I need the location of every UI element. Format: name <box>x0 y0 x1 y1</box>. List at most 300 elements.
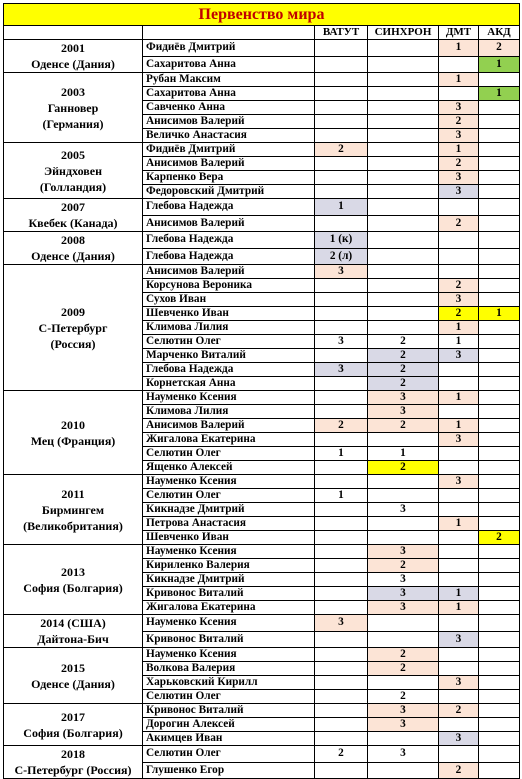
event-line: 2008 <box>61 233 85 247</box>
result-trampoline <box>315 293 368 307</box>
result-trampoline <box>315 503 368 517</box>
result-trampoline <box>315 601 368 615</box>
header-blank-athlete <box>143 26 315 40</box>
result-tumbling <box>479 503 520 517</box>
result-tumbling <box>479 232 520 249</box>
athlete-name: Жигалова Екатерина <box>143 601 315 615</box>
athlete-name: Анисимов Валерий <box>143 115 315 129</box>
result-tumbling <box>479 573 520 587</box>
title-row <box>4 4 520 26</box>
result-trampoline <box>315 405 368 419</box>
result-synchro <box>368 762 439 779</box>
result-synchro <box>368 531 439 545</box>
result-tumbling <box>479 631 520 648</box>
event-line: 2017 <box>61 709 85 724</box>
athlete-name: Селютин Олег <box>143 447 315 461</box>
result-synchro <box>368 517 439 531</box>
result-tumbling <box>479 215 520 232</box>
result-trampoline <box>315 349 368 363</box>
event-cell <box>4 232 143 265</box>
result-synchro: 3 <box>368 587 439 601</box>
event-line: Мец (Франция) <box>30 433 116 448</box>
result-trampoline <box>315 279 368 293</box>
result-synchro: 2 <box>368 662 439 676</box>
event-cell <box>4 648 143 704</box>
result-trampoline <box>315 115 368 129</box>
result-dmt: 1 <box>439 419 479 433</box>
result-tumbling: 1 <box>479 56 520 73</box>
athlete-name: Селютин Олег <box>143 489 315 503</box>
result-trampoline <box>315 718 368 732</box>
event-line: 2007 <box>61 200 85 214</box>
result-synchro <box>368 56 439 73</box>
event-cell <box>4 265 143 391</box>
result-dmt: 3 <box>439 732 479 746</box>
result-trampoline <box>315 573 368 587</box>
result-synchro: 3 <box>368 601 439 615</box>
result-tumbling <box>479 349 520 363</box>
result-synchro <box>368 157 439 171</box>
result-trampoline <box>315 517 368 531</box>
event-cell <box>4 545 143 615</box>
athlete-name: Корнетская Анна <box>143 377 315 391</box>
result-trampoline <box>315 433 368 447</box>
athlete-name: Анисимов Валерий <box>143 419 315 433</box>
athlete-name: Селютин Олег <box>143 690 315 704</box>
result-tumbling <box>479 321 520 335</box>
event-line: 2005 <box>61 147 85 162</box>
event-line: 2014 (США) <box>40 616 106 630</box>
result-trampoline <box>315 377 368 391</box>
header-col-trampoline: ВАТУТ <box>315 26 368 40</box>
athlete-name: Величко Анастасия <box>143 129 315 143</box>
header-row <box>4 26 520 40</box>
event-line: 2009 <box>61 304 85 319</box>
result-tumbling <box>479 587 520 601</box>
event-line: Оденсе (Дания) <box>31 676 115 691</box>
result-synchro <box>368 676 439 690</box>
result-dmt: 3 <box>439 293 479 307</box>
result-tumbling <box>479 615 520 632</box>
result-tumbling <box>479 732 520 746</box>
event-line: (Великобритания) <box>23 518 123 533</box>
athlete-name: Науменко Ксения <box>143 545 315 559</box>
result-synchro <box>368 171 439 185</box>
result-tumbling <box>479 101 520 115</box>
result-trampoline <box>315 631 368 648</box>
result-tumbling <box>479 433 520 447</box>
event-cell <box>4 143 143 199</box>
athlete-name: Дорогин Алексей <box>143 718 315 732</box>
result-dmt <box>439 363 479 377</box>
header-col-synchro: СИНХРОН <box>368 26 439 40</box>
athlete-name: Кикнадзе Дмитрий <box>143 503 315 517</box>
result-synchro <box>368 489 439 503</box>
result-synchro: 3 <box>368 391 439 405</box>
athlete-name: Федоровский Дмитрий <box>143 185 315 199</box>
result-synchro: 1 <box>368 447 439 461</box>
result-synchro <box>368 475 439 489</box>
event-line: 2001 <box>61 41 85 55</box>
result-tumbling <box>479 419 520 433</box>
result-trampoline: 2 <box>315 419 368 433</box>
event-line: Эйндховен <box>43 163 102 178</box>
result-tumbling <box>479 746 520 763</box>
result-trampoline <box>315 307 368 321</box>
result-dmt: 1 <box>439 321 479 335</box>
result-trampoline: 1 <box>315 447 368 461</box>
athlete-name: Марченко Виталий <box>143 349 315 363</box>
result-trampoline: 3 <box>315 363 368 377</box>
table-row <box>4 199 520 216</box>
athlete-name: Анисимов Валерий <box>143 265 315 279</box>
event-line: Дайтона-Бич <box>37 632 109 646</box>
result-dmt: 1 <box>439 143 479 157</box>
athlete-name: Климова Лилия <box>143 405 315 419</box>
result-synchro: 3 <box>368 704 439 718</box>
result-synchro <box>368 232 439 249</box>
result-synchro: 3 <box>368 503 439 517</box>
table-row <box>4 648 520 662</box>
result-dmt: 1 <box>439 40 479 57</box>
result-trampoline <box>315 56 368 73</box>
result-dmt: 3 <box>439 129 479 143</box>
result-synchro <box>368 101 439 115</box>
event-line: 2015 <box>61 660 85 675</box>
result-tumbling: 1 <box>479 307 520 321</box>
result-trampoline <box>315 101 368 115</box>
event-cell <box>4 475 143 545</box>
result-trampoline: 1 <box>315 199 368 216</box>
event-line: 2003 <box>61 84 85 99</box>
result-tumbling <box>479 279 520 293</box>
result-trampoline: 1 (к) <box>315 232 368 249</box>
result-tumbling: 1 <box>479 87 520 101</box>
result-dmt <box>439 405 479 419</box>
result-dmt: 2 <box>439 704 479 718</box>
table-row <box>4 746 520 763</box>
result-dmt: 2 <box>439 307 479 321</box>
result-dmt: 3 <box>439 433 479 447</box>
event-line: 2011 <box>61 486 85 501</box>
result-trampoline <box>315 531 368 545</box>
result-dmt: 2 <box>439 215 479 232</box>
result-dmt: 1 <box>439 335 479 349</box>
result-tumbling <box>479 447 520 461</box>
event-line: (Голландия) <box>39 179 107 194</box>
result-trampoline: 3 <box>315 615 368 632</box>
athlete-name: Савченко Анна <box>143 101 315 115</box>
result-tumbling <box>479 676 520 690</box>
result-synchro <box>368 87 439 101</box>
result-trampoline: 3 <box>315 335 368 349</box>
result-dmt: 3 <box>439 676 479 690</box>
result-dmt <box>439 232 479 249</box>
result-synchro: 3 <box>368 405 439 419</box>
athlete-name: Карпенко Вера <box>143 171 315 185</box>
result-synchro <box>368 248 439 265</box>
result-trampoline <box>315 157 368 171</box>
result-synchro: 3 <box>368 718 439 732</box>
event-cell <box>4 40 143 73</box>
result-trampoline <box>315 215 368 232</box>
result-synchro <box>368 279 439 293</box>
result-synchro <box>368 143 439 157</box>
athlete-name: Сахаритова Анна <box>143 87 315 101</box>
result-dmt <box>439 648 479 662</box>
result-trampoline <box>315 545 368 559</box>
event-line: 2013 <box>61 564 85 579</box>
athlete-name: Петрова Анастасия <box>143 517 315 531</box>
result-synchro <box>368 185 439 199</box>
result-synchro <box>368 40 439 57</box>
athlete-name: Волкова Валерия <box>143 662 315 676</box>
result-tumbling <box>479 704 520 718</box>
event-line: София (Болгария) <box>23 725 123 740</box>
result-dmt: 1 <box>439 517 479 531</box>
header-col-dmt: ДМТ <box>439 26 479 40</box>
athlete-name: Глушенко Егор <box>143 762 315 779</box>
result-trampoline: 1 <box>315 489 368 503</box>
event-line: С-Петербург (Россия) <box>14 763 132 777</box>
result-trampoline <box>315 87 368 101</box>
athlete-name: Науменко Ксения <box>143 648 315 662</box>
event-cell <box>4 746 143 779</box>
result-tumbling <box>479 293 520 307</box>
result-synchro: 3 <box>368 545 439 559</box>
table-row <box>4 391 520 405</box>
athlete-name: Фидиёв Дмитрий <box>143 40 315 57</box>
athlete-name: Науменко Ксения <box>143 391 315 405</box>
result-synchro: 2 <box>368 335 439 349</box>
event-line: Оденсе (Дания) <box>31 57 115 71</box>
athlete-name: Корсунова Вероника <box>143 279 315 293</box>
result-tumbling <box>479 601 520 615</box>
result-synchro <box>368 433 439 447</box>
result-trampoline <box>315 475 368 489</box>
result-dmt <box>439 615 479 632</box>
result-trampoline <box>315 129 368 143</box>
result-synchro: 2 <box>368 690 439 704</box>
athlete-name: Шевченко Иван <box>143 531 315 545</box>
result-dmt <box>439 573 479 587</box>
results-table <box>3 3 520 779</box>
result-tumbling <box>479 517 520 531</box>
event-line: (Россия) <box>50 336 96 351</box>
athlete-name: Анисимов Валерий <box>143 157 315 171</box>
table-row <box>4 73 520 87</box>
result-tumbling <box>479 559 520 573</box>
athlete-name: Сахаритова Анна <box>143 56 315 73</box>
result-tumbling <box>479 377 520 391</box>
result-trampoline <box>315 762 368 779</box>
result-tumbling <box>479 171 520 185</box>
athlete-name: Жигалова Екатерина <box>143 433 315 447</box>
result-dmt <box>439 559 479 573</box>
event-line: (Германия) <box>42 116 104 131</box>
result-dmt <box>439 265 479 279</box>
athlete-name: Кривонос Виталий <box>143 587 315 601</box>
result-dmt <box>439 718 479 732</box>
result-tumbling <box>479 718 520 732</box>
result-trampoline <box>315 73 368 87</box>
result-tumbling <box>479 762 520 779</box>
result-synchro <box>368 293 439 307</box>
table-row <box>4 704 520 718</box>
result-trampoline <box>315 461 368 475</box>
result-dmt: 3 <box>439 349 479 363</box>
athlete-name: Харьковский Кирилл <box>143 676 315 690</box>
athlete-name: Глебова Надежда <box>143 248 315 265</box>
event-cell <box>4 391 143 475</box>
event-line: Квебек (Канада) <box>28 216 118 230</box>
result-tumbling <box>479 129 520 143</box>
result-dmt <box>439 461 479 475</box>
table-row <box>4 40 520 57</box>
result-dmt <box>439 489 479 503</box>
result-tumbling <box>479 461 520 475</box>
result-trampoline: 2 (л) <box>315 248 368 265</box>
result-dmt <box>439 87 479 101</box>
result-tumbling <box>479 648 520 662</box>
result-synchro: 2 <box>368 419 439 433</box>
result-dmt: 1 <box>439 601 479 615</box>
result-synchro: 2 <box>368 363 439 377</box>
result-dmt: 2 <box>439 762 479 779</box>
result-dmt <box>439 199 479 216</box>
result-tumbling: 2 <box>479 531 520 545</box>
result-trampoline <box>315 676 368 690</box>
result-synchro: 2 <box>368 461 439 475</box>
result-dmt <box>439 662 479 676</box>
result-tumbling <box>479 690 520 704</box>
result-trampoline: 2 <box>315 143 368 157</box>
athlete-name: Селютин Олег <box>143 746 315 763</box>
result-tumbling <box>479 157 520 171</box>
result-dmt: 3 <box>439 185 479 199</box>
result-trampoline <box>315 648 368 662</box>
result-trampoline <box>315 559 368 573</box>
result-tumbling: 2 <box>479 40 520 57</box>
result-synchro <box>368 265 439 279</box>
result-trampoline: 3 <box>315 265 368 279</box>
result-trampoline <box>315 704 368 718</box>
result-tumbling <box>479 73 520 87</box>
result-trampoline <box>315 185 368 199</box>
athlete-name: Селютин Олег <box>143 335 315 349</box>
table-row <box>4 143 520 157</box>
result-trampoline <box>315 40 368 57</box>
result-synchro: 2 <box>368 648 439 662</box>
event-cell <box>4 615 143 648</box>
result-trampoline <box>315 587 368 601</box>
result-tumbling <box>479 662 520 676</box>
result-dmt: 3 <box>439 475 479 489</box>
result-dmt: 1 <box>439 73 479 87</box>
result-synchro <box>368 73 439 87</box>
page-title: Первенство мира <box>4 4 520 26</box>
result-trampoline <box>315 391 368 405</box>
result-dmt <box>439 746 479 763</box>
result-synchro: 3 <box>368 573 439 587</box>
result-tumbling <box>479 143 520 157</box>
athlete-name: Сухов Иван <box>143 293 315 307</box>
result-trampoline <box>315 321 368 335</box>
result-tumbling <box>479 185 520 199</box>
athlete-name: Науменко Ксения <box>143 615 315 632</box>
result-tumbling <box>479 248 520 265</box>
result-synchro <box>368 631 439 648</box>
athlete-name: Акимцев Иван <box>143 732 315 746</box>
athlete-name: Науменко Ксения <box>143 475 315 489</box>
result-synchro <box>368 199 439 216</box>
result-trampoline <box>315 732 368 746</box>
result-tumbling <box>479 405 520 419</box>
result-tumbling <box>479 475 520 489</box>
athlete-name: Глебова Надежда <box>143 199 315 216</box>
athlete-name: Кикнадзе Дмитрий <box>143 573 315 587</box>
result-dmt: 3 <box>439 171 479 185</box>
result-tumbling <box>479 265 520 279</box>
result-dmt: 2 <box>439 279 479 293</box>
athlete-name: Глебова Надежда <box>143 363 315 377</box>
event-line: Бирмингем <box>41 502 105 517</box>
athlete-name: Кривонос Виталий <box>143 631 315 648</box>
result-dmt <box>439 377 479 391</box>
result-synchro <box>368 215 439 232</box>
result-tumbling <box>479 335 520 349</box>
result-trampoline: 2 <box>315 746 368 763</box>
athlete-name: Кривонос Виталий <box>143 704 315 718</box>
result-dmt <box>439 531 479 545</box>
result-trampoline <box>315 662 368 676</box>
athlete-name: Рубан Максим <box>143 73 315 87</box>
result-dmt: 3 <box>439 101 479 115</box>
result-dmt <box>439 248 479 265</box>
athlete-name: Кириленко Валерия <box>143 559 315 573</box>
result-synchro <box>368 732 439 746</box>
athlete-name: Шевченко Иван <box>143 307 315 321</box>
result-dmt: 2 <box>439 115 479 129</box>
result-synchro <box>368 321 439 335</box>
event-cell <box>4 199 143 232</box>
result-dmt <box>439 447 479 461</box>
result-dmt <box>439 56 479 73</box>
event-line: Ганновер <box>47 100 99 115</box>
result-tumbling <box>479 391 520 405</box>
result-synchro <box>368 307 439 321</box>
result-tumbling <box>479 363 520 377</box>
event-line: 2010 <box>61 417 85 432</box>
header-col-tumbling: АКД <box>479 26 520 40</box>
result-dmt: 3 <box>439 631 479 648</box>
table-row <box>4 615 520 632</box>
result-dmt: 1 <box>439 391 479 405</box>
event-cell <box>4 704 143 746</box>
result-trampoline <box>315 690 368 704</box>
athlete-name: Фидиёв Дмитрий <box>143 143 315 157</box>
result-synchro: 3 <box>368 746 439 763</box>
table-row <box>4 475 520 489</box>
result-dmt: 1 <box>439 587 479 601</box>
result-synchro <box>368 129 439 143</box>
result-tumbling <box>479 115 520 129</box>
event-line: София (Болгария) <box>23 580 123 595</box>
result-dmt <box>439 503 479 517</box>
result-synchro: 2 <box>368 559 439 573</box>
athlete-name: Глебова Надежда <box>143 232 315 249</box>
event-cell <box>4 73 143 143</box>
